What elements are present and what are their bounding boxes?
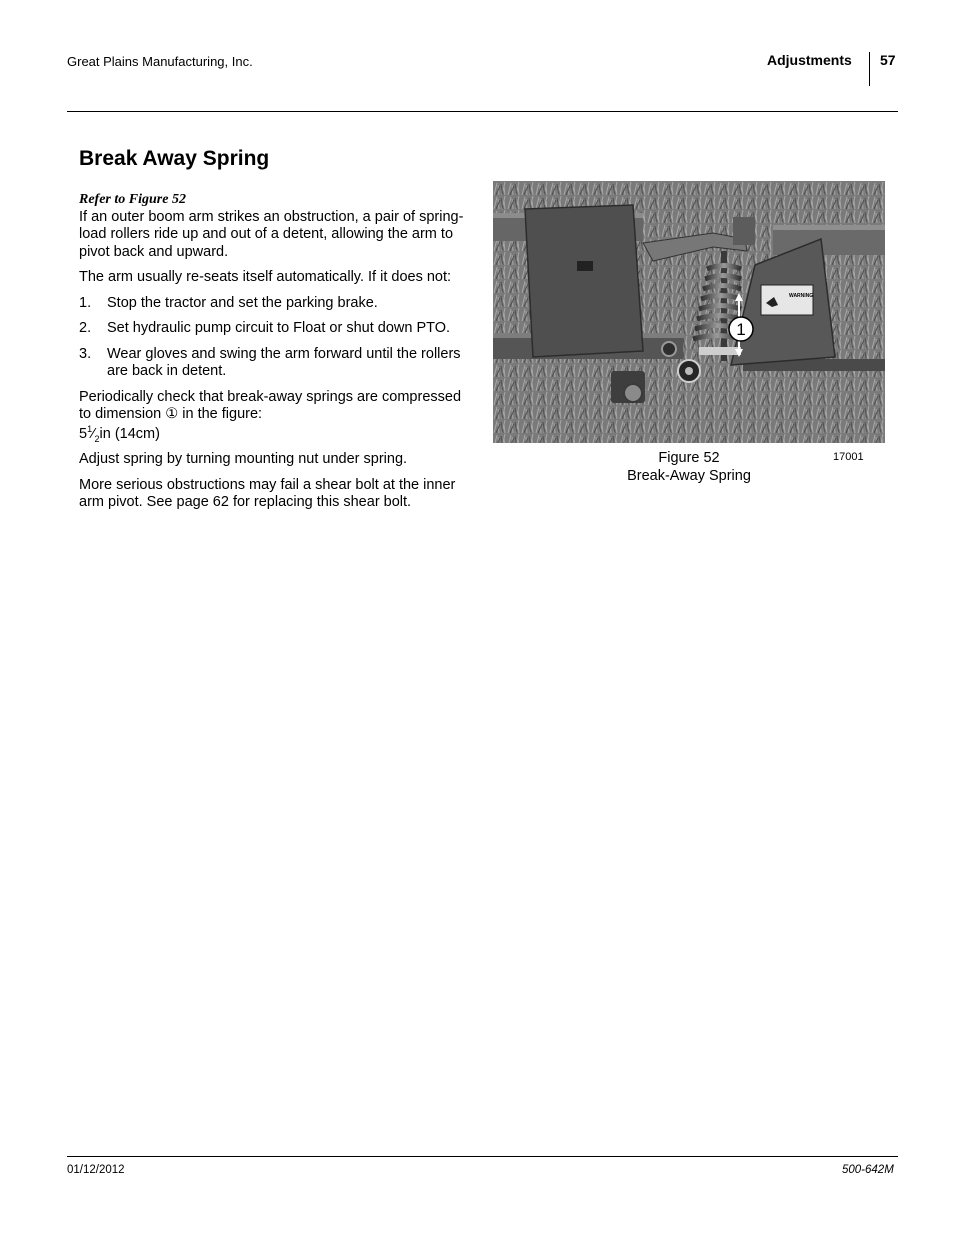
step-number: 1. bbox=[79, 294, 92, 311]
footer-document-number: 500-642M bbox=[842, 1164, 894, 1176]
figure-reference: Refer to Figure 52 bbox=[79, 192, 186, 207]
header-rule bbox=[67, 111, 898, 112]
break-away-spring-photo bbox=[493, 181, 885, 443]
figure-image-id: 17001 bbox=[833, 451, 864, 463]
list-item bbox=[79, 295, 471, 313]
list-item bbox=[79, 320, 471, 338]
page-number: 57 bbox=[880, 52, 896, 68]
figure-caption-number: Figure 52 bbox=[658, 450, 720, 466]
header-divider bbox=[869, 52, 870, 86]
dimension-numerator: 1 bbox=[87, 423, 93, 434]
paragraph-check: Periodically check that break-away springs are compressed to dimension ① in the figure: bbox=[79, 388, 462, 422]
dimension-whole: 5 bbox=[79, 425, 88, 442]
header-section: Adjustments bbox=[767, 52, 852, 68]
text-column bbox=[79, 191, 471, 520]
dimension-value: $5^1⁄_2in$ (14cm) bbox=[79, 423, 160, 444]
steps-list bbox=[79, 295, 471, 381]
figure-caption bbox=[560, 450, 818, 485]
page-title: Break Away Spring bbox=[79, 147, 270, 170]
step-number: 3. bbox=[79, 345, 92, 362]
footer-rule bbox=[67, 1156, 898, 1157]
figure-callout-number: 1 bbox=[736, 320, 746, 339]
figure-caption-title: Break-Away Spring bbox=[627, 467, 751, 484]
header-company: Great Plains Manufacturing, Inc. bbox=[67, 54, 253, 69]
warning-decal-text: WARNING bbox=[789, 293, 814, 299]
paragraph-intro: If an outer boom arm strikes an obstruction, a pair of spring-load rollers ride up and out of a detent, allowing the arm to pivot back and upward. bbox=[79, 208, 464, 260]
paragraph-reseat: The arm usually re-seats itself automatically. If it does not: bbox=[79, 269, 452, 285]
paragraph-shear-bolt: More serious obstructions may fail a shear bolt at the inner arm pivot. See page 62 for replacing this shear bolt. bbox=[79, 476, 456, 510]
list-item bbox=[79, 346, 471, 381]
footer-date: 01/12/2012 bbox=[67, 1164, 125, 1176]
figure-photo bbox=[493, 181, 885, 443]
step-number: 2. bbox=[79, 320, 92, 336]
step-text: Wear gloves and swing the arm forward until the rollers are back in detent. bbox=[107, 345, 461, 379]
step-text: Stop the tractor and set the parking brake. bbox=[107, 294, 378, 311]
dimension-rest: in (14cm) bbox=[99, 425, 160, 442]
step-text: Set hydraulic pump circuit to Float or shut down PTO. bbox=[107, 320, 451, 336]
dimension-denominator: 2 bbox=[94, 433, 100, 444]
paragraph-adjust: Adjust spring by turning mounting nut under spring. bbox=[79, 451, 408, 467]
